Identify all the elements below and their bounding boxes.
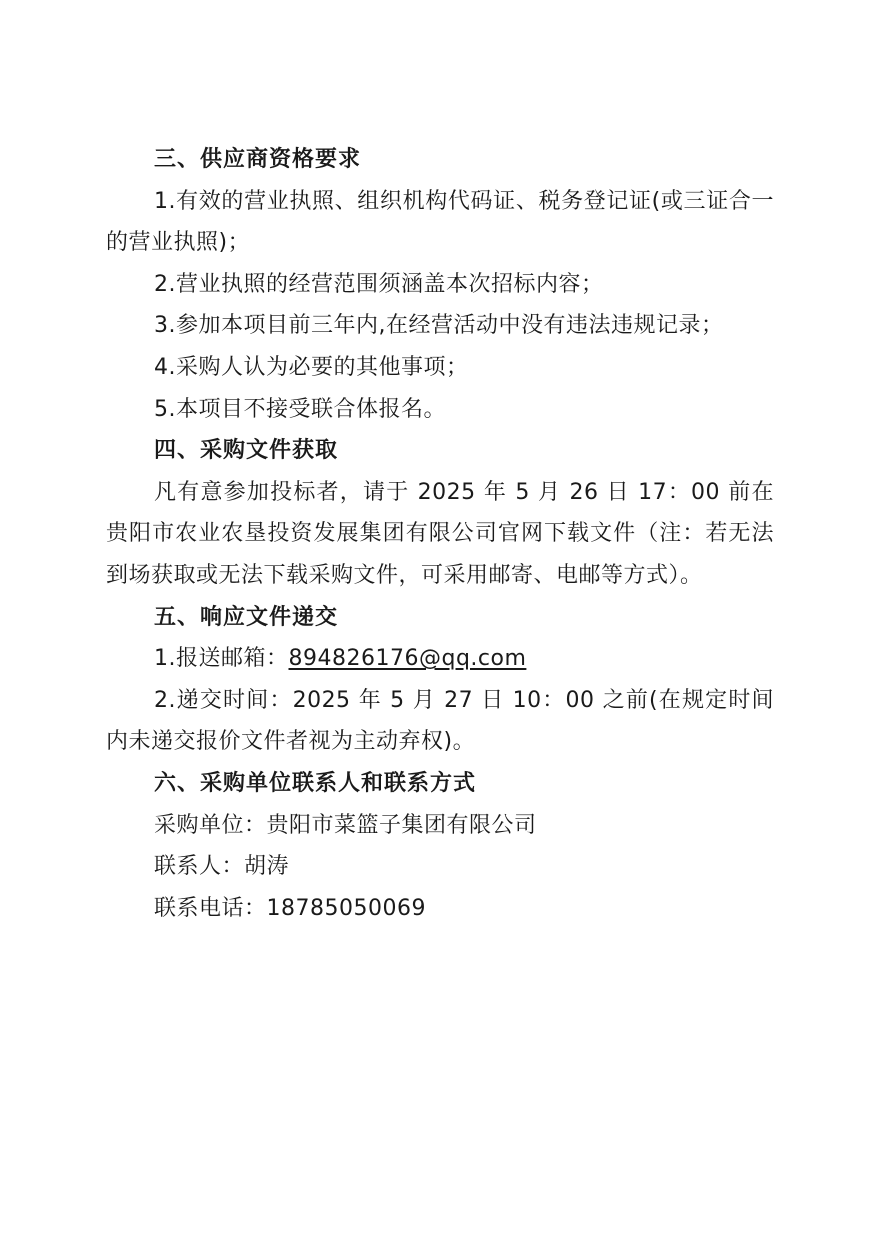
email-link[interactable]: 894826176@qq.com bbox=[288, 646, 527, 672]
section-4-heading: 四、采购文件获取 bbox=[154, 438, 339, 464]
section-3-item-4: 4.采购人认为必要的其他事项； bbox=[154, 354, 469, 380]
section-3-heading: 三、供应商资格要求 bbox=[154, 147, 362, 172]
section-3-item-5: 5.本项目不接受联合体报名。 bbox=[154, 396, 446, 422]
contact-phone: 联系电话：18785050069 bbox=[154, 895, 426, 921]
section-3-item-2: 2.营业执照的经营范围须涵盖本次招标内容； bbox=[154, 271, 604, 297]
email-label: 1.报送邮箱： bbox=[154, 646, 289, 672]
section-5-deadline: 2.递交时间：2025 年 5 月 27 日 10：00 之前(在规定时间内未递交报价文件者视为主动弃权)。 bbox=[106, 687, 774, 755]
contact-person: 联系人：胡涛 bbox=[154, 854, 290, 880]
section-3-item-3: 3.参加本项目前三年内,在经营活动中没有违法违规记录； bbox=[154, 313, 724, 339]
section-4-body: 凡有意参加投标者，请于 2025 年 5 月 26 日 17：00 前在贵阳市农业农垦投资发展集团有限公司官网下载文件（注：若无法到场获取或无法下载采购文件，可采用邮寄、电邮等方式）。 bbox=[106, 479, 774, 588]
section-5-heading: 五、响应文件递交 bbox=[154, 604, 339, 630]
section-3-item-1: 1.有效的营业执照、组织机构代码证、税务登记证(或三证合一的营业执照)； bbox=[106, 188, 774, 256]
document-page bbox=[106, 139, 774, 929]
purchasing-unit: 采购单位：贵阳市菜篮子集团有限公司 bbox=[154, 812, 537, 838]
section-6-heading: 六、采购单位联系人和联系方式 bbox=[154, 770, 477, 796]
section-5-email-row bbox=[106, 638, 774, 680]
